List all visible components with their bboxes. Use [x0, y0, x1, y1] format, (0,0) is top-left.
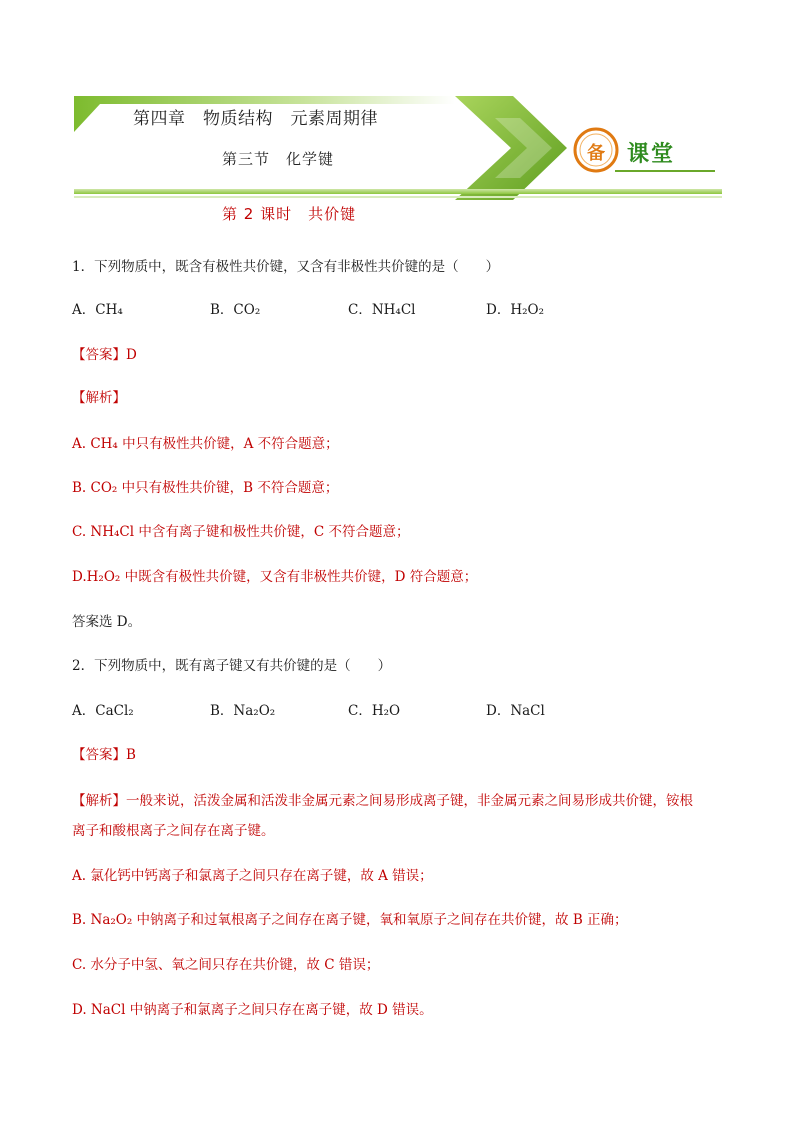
question-1-option-d: D．H₂O₂ [486, 302, 544, 318]
question-2-stem: 2．下列物质中，既有离子键又有共价键的是（ ） [72, 658, 392, 674]
section-title: 第三节 化学键 [222, 150, 335, 168]
question-2-analysis-line-a: A. 氯化钙中钙离子和氯离子之间只存在离子键，故 A 错误； [72, 868, 433, 884]
header-rule [74, 189, 722, 194]
question-2-analysis-line-d: D. NaCl 中钠离子和氯离子之间只存在离子键，故 D 错误。 [72, 1002, 433, 1018]
question-1-option-c: C．NH₄Cl [348, 302, 416, 318]
question-1-analysis-label: 【解析】 [72, 390, 126, 406]
question-1-conclusion: 答案选 D。 [72, 614, 142, 630]
question-2-analysis-line-c: C. 水分子中氢、氧之间只存在共价键，故 C 错误； [72, 957, 380, 973]
logo-icon: 备 [587, 143, 605, 164]
question-1-analysis-line-b: B. CO₂ 中只有极性共价键，B 不符合题意； [72, 480, 339, 496]
question-2-option-b: B．Na₂O₂ [210, 703, 276, 719]
lesson-title: 第 2 课时 共价键 [222, 205, 357, 223]
question-1-answer: 【答案】D [72, 347, 137, 363]
question-2-option-c: C．H₂O [348, 703, 401, 719]
question-1-analysis-line-d: D.H₂O₂ 中既含有极性共价键，又含有非极性共价键，D 符合题意； [72, 569, 478, 585]
question-2-answer: 【答案】B [72, 747, 136, 763]
question-2-option-a: A．CaCl₂ [72, 703, 134, 719]
question-2-analysis-line-1: 【解析】一般来说，活泼金属和活泼非金属元素之间易形成离子键，非金属元素之间易形成共价键，铵根 [72, 793, 693, 809]
question-2-analysis-line-2: 离子和酸根离子之间存在离子键。 [72, 823, 275, 839]
header-banner [0, 0, 793, 215]
question-2-analysis-line-b: B. Na₂O₂ 中钠离子和过氧根离子之间存在离子键，氧和氧原子之间存在共价键，故 B 正确； [72, 912, 628, 928]
question-1-analysis-line-a: A. CH₄ 中只有极性共价键，A 不符合题意； [72, 436, 339, 452]
question-1-option-b: B．CO₂ [210, 302, 261, 318]
question-1-analysis-line-c: C. NH₄Cl 中含有离子键和极性共价键，C 不符合题意； [72, 524, 410, 540]
question-2-option-d: D．NaCl [486, 703, 545, 719]
question-1-stem: 1．下列物质中，既含有极性共价键，又含有非极性共价键的是（ ） [72, 259, 500, 275]
chapter-title: 第四章 物质结构 元素周期律 [133, 109, 378, 129]
question-1-option-a: A．CH₄ [72, 302, 123, 318]
logo-text: 课堂 [627, 142, 676, 167]
